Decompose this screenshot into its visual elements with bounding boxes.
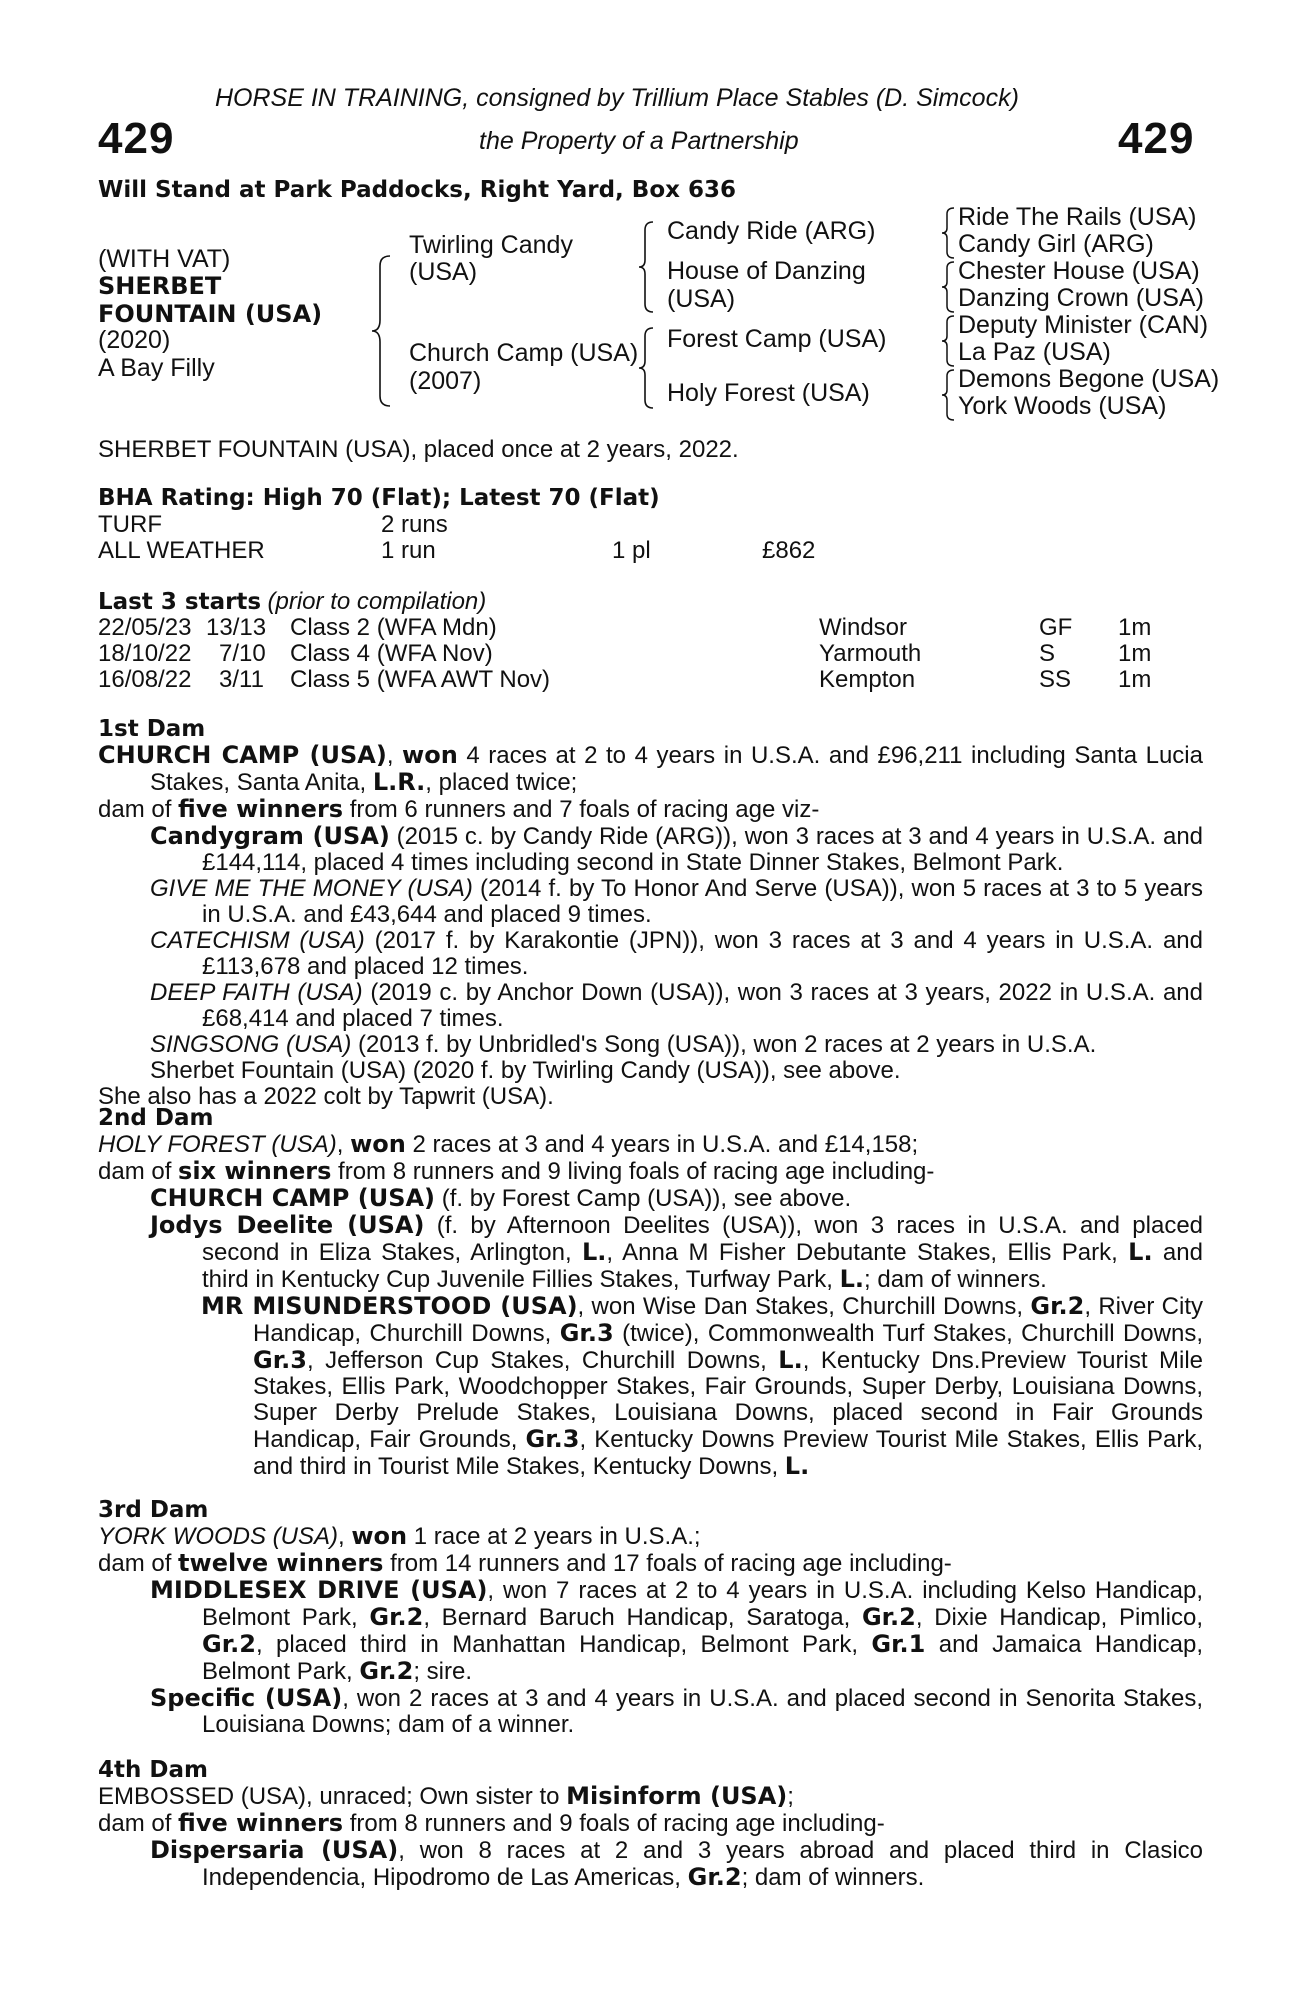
sire-name: Twirling Candy (409, 231, 573, 259)
start-date: 16/08/22 (98, 666, 192, 693)
start-pos: 7/10 (219, 640, 266, 667)
start-pos: 3/11 (219, 666, 264, 693)
grade-label: L. (581, 1238, 607, 1266)
progeny-text: and Jamaica Handicap, Belmont Park, (202, 1631, 1203, 1685)
pedigree-brace-g78 (938, 368, 958, 422)
progeny-text: (f. by Forest Camp (USA)), see above. (435, 1185, 852, 1212)
dam-record: YORK WOODS (USA), won 1 race at 2 years in U.S.A.; (98, 1522, 701, 1550)
horse-year: (2020) (98, 326, 171, 354)
g6: La Paz (USA) (958, 338, 1111, 366)
pedigree-brace-g56 (938, 314, 958, 368)
progeny-text: (twice), Commonwealth Turf Stakes, Churchill Downs, (613, 1320, 1203, 1347)
dam-of-text: dam of (98, 1158, 179, 1185)
rating-title: BHA Rating: High 70 (Flat); Latest 70 (Flat) (98, 485, 660, 511)
dam-record (98, 1783, 1203, 1810)
pedigree-brace-sire (635, 220, 659, 314)
progeny-text: (2019 c. by Anchor Down (USA)), won 3 races at 3 years, 2022 in U.S.A. and £68,414 and placed 7 times. (202, 979, 1203, 1032)
progeny-item (98, 928, 1203, 980)
progeny-text: ; dam of winners. (864, 1266, 1047, 1293)
progeny-name: Jodys Deelite (USA) (150, 1211, 425, 1239)
progeny-text: (2014 f. by To Honor And Serve (USA)), won 5 races at 3 to 5 years in U.S.A. and £43,644 and placed 9 times. (202, 875, 1203, 928)
g3: Chester House (USA) (958, 257, 1200, 285)
rating-earnings: £862 (762, 537, 816, 564)
progeny-text: (2015 c. by Candy Ride (ARG)), won 3 races at 3 and 4 years in U.S.A. and £144,114, placed 4 times including second in State Dinner Stakes, Belmont Park. (202, 823, 1204, 876)
start-date: 22/05/23 (98, 614, 192, 641)
grade-label: Gr.3 (525, 1425, 580, 1453)
dam-name: Church Camp (USA) (409, 339, 639, 367)
property-line: the Property of a Partnership (479, 127, 799, 155)
horse-desc: A Bay Filly (98, 354, 215, 382)
progeny-text: , Kentucky Downs Preview Tourist Mile Stakes, Ellis Park, and third in Tourist Mile Stakes, Kentucky Downs, (253, 1426, 1204, 1480)
g2: Candy Girl (ARG) (958, 230, 1154, 258)
progeny-text: ; sire. (413, 1658, 473, 1685)
dam-of-text: from 8 runners and 9 foals of racing age including- (343, 1810, 885, 1837)
dam-record: HOLY FOREST (USA), won 2 races at 3 and 4 years in U.S.A. and £14,158; (98, 1130, 919, 1158)
sister-name: Misinform (USA) (566, 1782, 788, 1810)
progeny-name: DEEP FAITH (USA) (150, 979, 363, 1006)
progeny-name: MIDDLESEX DRIVE (USA) (150, 1576, 488, 1604)
rating-placed: 1 pl (612, 537, 651, 564)
progeny-text: , River City Handicap, Churchill Downs, (253, 1293, 1203, 1347)
start-race: Class 4 (WFA Nov) (290, 640, 493, 667)
sire-dam-1: House of Danzing (667, 257, 866, 285)
g7: Demons Begone (USA) (958, 365, 1220, 393)
start-pos: 13/13 (206, 614, 267, 641)
last-starts-heading (98, 588, 486, 616)
also-note: She also has a 2022 colt by Tapwrit (USA). (98, 1083, 554, 1110)
winners-count: twelve winners (178, 1549, 384, 1577)
progeny-item (98, 1837, 1203, 1891)
progeny-text: (2013 f. by Unbridled's Song (USA)), won 2 races at 2 years in U.S.A. (351, 1031, 1097, 1058)
section-title: 2nd Dam (98, 1105, 214, 1131)
progeny-item (98, 1577, 1203, 1685)
progeny-name: Specific (USA) (150, 1684, 343, 1712)
second-dam-section (98, 1105, 1203, 1480)
start-date: 18/10/22 (98, 640, 192, 667)
pedigree-brace-g12 (938, 206, 958, 260)
rating-runs: 2 runs (381, 511, 448, 538)
dam-text: ; (787, 1783, 794, 1810)
sire-dam-2: (USA) (667, 285, 736, 313)
progeny-text: , Dixie Handicap, Pimlico, (915, 1604, 1203, 1631)
dam-name: YORK WOODS (USA) (98, 1523, 339, 1550)
won-label: won (351, 1522, 408, 1550)
progeny-name: CHURCH CAMP (USA) (150, 1184, 436, 1212)
start-course: Yarmouth (819, 640, 922, 667)
progeny-name: SINGSONG (USA) (150, 1031, 352, 1058)
dam-dam: Holy Forest (USA) (667, 379, 870, 407)
dam-of-text: dam of (98, 796, 179, 823)
winners-count: five winners (178, 795, 344, 823)
grade-label: Gr.2 (369, 1603, 424, 1631)
location-line: Will Stand at Park Paddocks, Right Yard, Box 636 (98, 177, 736, 203)
progeny-item (98, 876, 1203, 928)
dam-of-line (98, 1810, 1203, 1837)
horse-name-2: FOUNTAIN (USA) (98, 300, 323, 328)
dam-of-text: from 14 runners and 17 foals of racing age including- (383, 1550, 952, 1577)
start-race: Class 2 (WFA Mdn) (290, 614, 497, 641)
last-starts-note: (prior to compilation) (267, 588, 487, 615)
progeny-name: Candygram (USA) (150, 822, 390, 850)
g4: Danzing Crown (USA) (958, 284, 1204, 312)
progeny-item (98, 1032, 1203, 1058)
progeny-text: , placed third in Manhattan Handicap, Belmont Park, (255, 1631, 872, 1658)
progeny-text: , Bernard Baruch Handicap, Saratoga, (423, 1604, 862, 1631)
grade-label: L. (778, 1346, 803, 1374)
sire-sire: Candy Ride (ARG) (667, 217, 876, 245)
last-starts-title: Last 3 starts (98, 589, 262, 615)
g5: Deputy Minister (CAN) (958, 311, 1209, 339)
lot-number-left: 429 (98, 114, 175, 163)
grade-label: L. (1128, 1238, 1153, 1266)
grade-label: Gr.2 (687, 1863, 742, 1891)
start-going: S (1039, 640, 1056, 667)
progeny-text: , won Wise Dan Stakes, Churchill Downs, (577, 1293, 1031, 1320)
progeny-text: , won 8 races at 2 and 3 years abroad and placed third in Clasico Independencia, Hipodromo de Las Americas, (202, 1837, 1204, 1891)
grade-label: Gr.3 (559, 1319, 614, 1347)
pedigree-brace-main (368, 254, 398, 408)
rating-surface: ALL WEATHER (98, 537, 265, 564)
dam-record: CHURCH CAMP (USA), won 4 races at 2 to 4 years in U.S.A. and £96,211 including Santa Lucia Stakes, Santa Anita, L.R., placed twice; (98, 741, 1203, 796)
third-dam-section (98, 1497, 1203, 1738)
sire-origin: (USA) (409, 258, 478, 286)
rating-surface: TURF (98, 511, 162, 538)
start-going: SS (1039, 666, 1072, 693)
grade-label: Gr.2 (861, 1603, 916, 1631)
g8: York Woods (USA) (958, 392, 1167, 420)
section-title: 4th Dam (98, 1757, 208, 1783)
progeny-item: Sherbet Fountain (USA) (2020 f. by Twirling Candy (USA)), see above. (150, 1057, 901, 1084)
fourth-dam-section (98, 1757, 1203, 1891)
winners-count: five winners (178, 1809, 344, 1837)
start-course: Kempton (819, 666, 916, 693)
grade-label: Gr.1 (871, 1630, 926, 1658)
grade-label: Gr.2 (1030, 1292, 1085, 1320)
won-label: won (350, 1130, 406, 1158)
dam-text: 1 race at 2 years in U.S.A.; (407, 1523, 701, 1550)
consignor-line: HORSE IN TRAINING, consigned by Trillium Place Stables (D. Simcock) (215, 84, 1019, 112)
progeny-name: Dispersaria (USA) (150, 1836, 399, 1864)
pedigree-brace-dam (635, 326, 659, 410)
progeny-name: GIVE ME THE MONEY (USA) (150, 875, 473, 902)
progeny-text: and third in Kentucky Cup Juvenile Fillies Stakes, Turfway Park, (202, 1239, 1203, 1293)
progeny-name: MR MISUNDERSTOOD (USA) (201, 1292, 578, 1320)
section-title: 3rd Dam (98, 1497, 209, 1523)
section-title: 1st Dam (98, 716, 206, 742)
start-course: Windsor (819, 614, 908, 641)
progeny-item (98, 1685, 1203, 1738)
grade-label: L. (784, 1452, 810, 1480)
horse-name-1: SHERBET (98, 272, 222, 300)
grade-label: L. (839, 1265, 865, 1293)
rating-runs: 1 run (381, 537, 436, 564)
dam-year: (2007) (409, 367, 482, 395)
won-label: won (402, 741, 458, 769)
dam-text: 4 races at 2 to 4 years in U.S.A. and £96,211 including Santa Lucia Stakes, Santa Anita, (150, 742, 1203, 796)
dam-of-text: from 8 runners and 9 living foals of racing age including- (331, 1158, 935, 1185)
winners-count: six winners (178, 1157, 332, 1185)
progeny-text: , Kentucky Dns.Preview Tourist Mile Stakes, Ellis Park, Woodchopper Stakes, Fair Grounds, Super Derby, Louisiana Downs, Super Derby Prelude Stakes, Louisiana Downs, placed second in Fair Grounds Handicap, Fair Grounds, (253, 1347, 1204, 1453)
start-going: GF (1039, 614, 1073, 641)
summary: SHERBET FOUNTAIN (USA), placed once at 2 years, 2022. (98, 436, 739, 463)
dam-text: , placed twice; (425, 769, 578, 796)
progeny-item (98, 1185, 1203, 1212)
dam-of-line (98, 1550, 1203, 1577)
dam-of-line (98, 796, 1203, 823)
dam-of-line (98, 1158, 1203, 1185)
progeny-text: , Anna M Fisher Debutante Stakes, Ellis Park, (606, 1239, 1129, 1266)
dam-of-text: dam of (98, 1550, 179, 1577)
progeny-item (98, 1212, 1203, 1293)
progeny-text: (2017 f. by Karakontie (JPN)), won 3 races at 3 and 4 years in U.S.A. and £113,678 and placed 12 times. (202, 927, 1203, 980)
grade-label: Gr.2 (359, 1657, 414, 1685)
progeny-text: ; dam of winners. (741, 1864, 925, 1891)
dam-of-text: dam of (98, 1810, 179, 1837)
progeny-item (98, 980, 1203, 1032)
dam-of-text: from 6 runners and 7 foals of racing age viz- (343, 796, 820, 823)
dam-text: 2 races at 3 and 4 years in U.S.A. and £14,158; (405, 1131, 919, 1158)
start-dist: 1m (1118, 640, 1152, 667)
first-dam-section (98, 716, 1203, 1110)
progeny-item (98, 1293, 1203, 1480)
start-dist: 1m (1118, 614, 1152, 641)
progeny-text: , Jefferson Cup Stakes, Churchill Downs, (306, 1347, 779, 1374)
start-race: Class 5 (WFA AWT Nov) (290, 666, 551, 693)
g1: Ride The Rails (USA) (958, 203, 1197, 231)
grade-label: L.R. (372, 768, 426, 796)
dam-name: CHURCH CAMP (USA) (98, 741, 387, 769)
grade-label: Gr.2 (202, 1630, 256, 1658)
progeny-text: (f. by Afternoon Deelites (USA)), won 3 races in U.S.A. and placed second in Eliza Stakes, Arlington, (202, 1212, 1204, 1266)
pedigree-brace-g34 (938, 260, 958, 314)
progeny-text: , won 7 races at 2 to 4 years in U.S.A. including Kelso Handicap, Belmont Park, (202, 1577, 1203, 1631)
start-dist: 1m (1118, 666, 1152, 693)
vat-note: (WITH VAT) (98, 245, 231, 273)
dam-text: EMBOSSED (USA), unraced; Own sister to (98, 1783, 567, 1810)
dam-sire: Forest Camp (USA) (667, 325, 887, 353)
lot-number-right: 429 (1118, 114, 1195, 163)
grade-label: Gr.3 (253, 1346, 307, 1374)
progeny-text: , won 2 races at 3 and 4 years in U.S.A. and placed second in Senorita Stakes, Louisiana Downs; dam of a winner. (202, 1685, 1204, 1738)
progeny-name: CATECHISM (USA) (150, 927, 365, 954)
dam-name: HOLY FOREST (USA) (98, 1131, 337, 1158)
progeny-item (98, 823, 1203, 876)
